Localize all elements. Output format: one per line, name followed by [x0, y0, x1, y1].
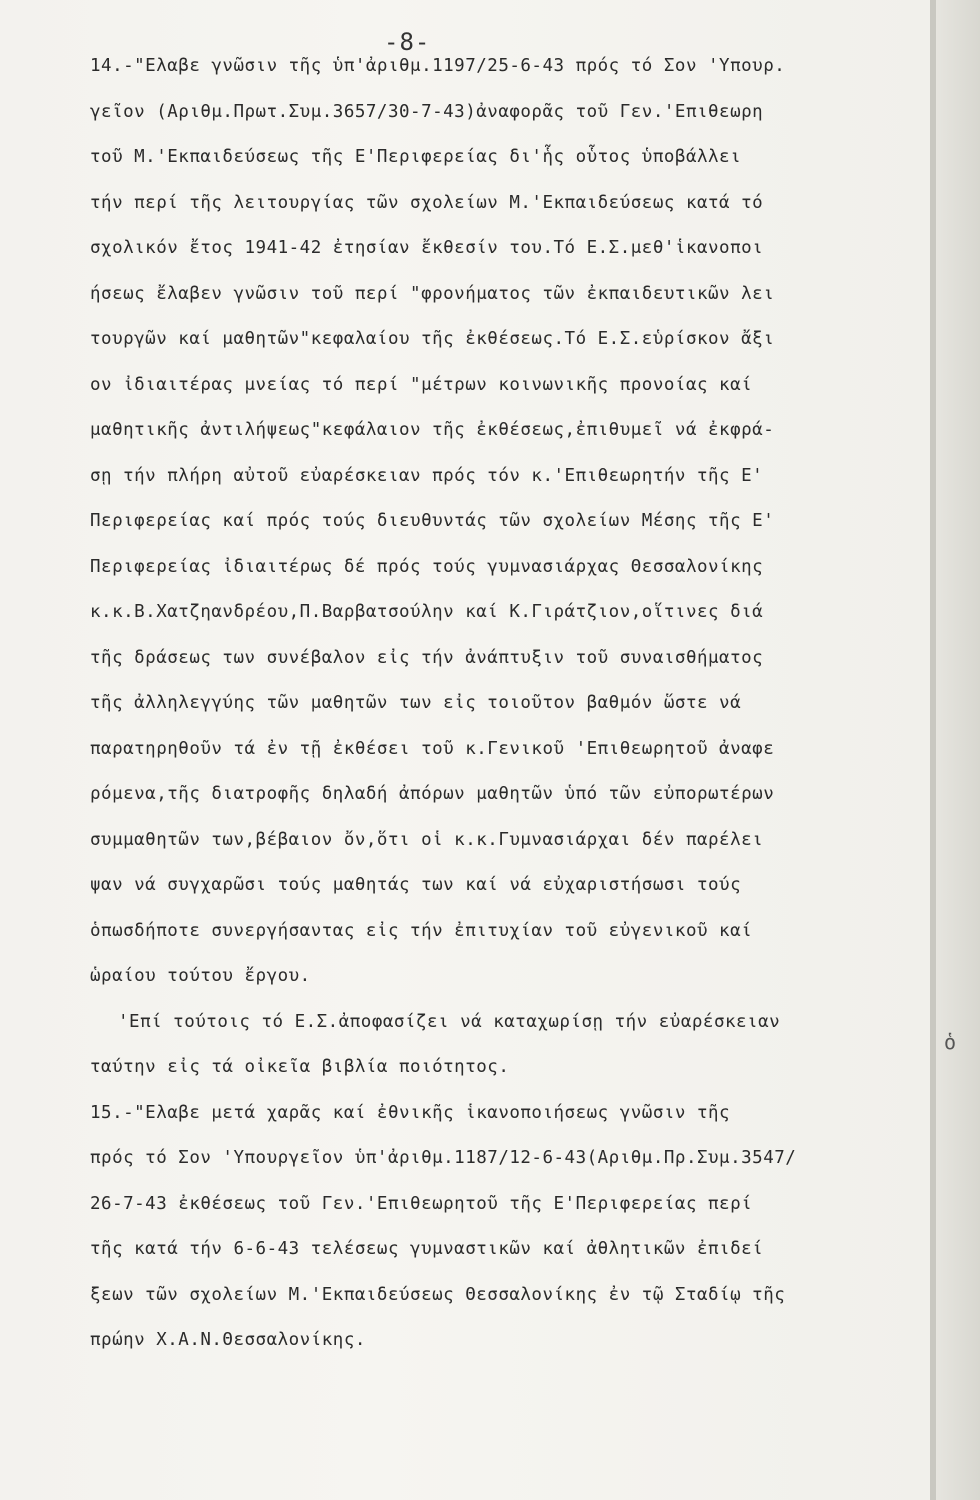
- text-line: 14.-"Ελαβε γνῶσιν τῆς ὑπ'ἀριθμ.1197/25-6-43 πρός τό Σον 'Υπουρ.: [90, 56, 786, 76]
- text-line: ψαν νά συγχαρῶσι τούς μαθητάς των καί νά εὐχαριστήσωσι τούς: [90, 875, 742, 895]
- text-line: τῆς ἀλληλεγγύης τῶν μαθητῶν των εἰς τοιοῦτον βαθμόν ὥστε νά: [90, 693, 742, 713]
- text-line: σῃ τήν πλήρη αὐτοῦ εὐαρέσκειαν πρός τόν κ.'Επιθεωρητήν τῆς Ε': [90, 465, 764, 486]
- text-line: ξεων τῶν σχολείων Μ.'Εκπαιδεύσεως Θεσσαλονίκης ἐν τῷ Σταδίῳ τῆς: [90, 1284, 786, 1305]
- text-line: γεῖον (Αριθμ.Πρωτ.Συμ.3657/30-7-43)ἀναφορᾶς τοῦ Γεν.'Επιθεωρη: [90, 101, 764, 122]
- text-line: πρός τό Σον 'Υπουργεῖον ὑπ'ἀριθμ.1187/12-6-43(Αριθμ.Πρ.Συμ.3547/: [90, 1148, 797, 1168]
- text-line: κ.κ.Β.Χατζηανδρέου,Π.Βαρβατσούλην καί Κ.Γιράτζιον,οἵτινες διά: [90, 602, 764, 622]
- text-line: τῆς δράσεως των συνέβαλον εἰς τήν ἀνάπτυξιν τοῦ συναισθήματος: [90, 647, 764, 668]
- text-line: 15.-"Ελαβε μετά χαρᾶς καί ἐθνικῆς ἱκανοποιήσεως γνῶσιν τῆς: [90, 1102, 731, 1123]
- text-line: 26-7-43 ἐκθέσεως τοῦ Γεν.'Επιθεωρητοῦ τῆς Ε'Περιφερείας περί: [90, 1193, 753, 1214]
- text-line: ὁπωσδήποτε συνεργήσαντας εἰς τήν ἐπιτυχίαν τοῦ εὐγενικοῦ καί: [90, 920, 753, 941]
- text-line: τήν περί τῆς λειτουργίας τῶν σχολείων Μ.'Εκπαιδεύσεως κατά τό: [90, 192, 764, 213]
- text-line: τοῦ Μ.'Εκπαιδεύσεως τῆς Ε'Περιφερείας δι'ἧς οὗτος ὑποβάλλει: [90, 147, 742, 167]
- text-line: πρώην Χ.Α.Ν.Θεσσαλονίκης.: [90, 1330, 366, 1350]
- text-line: μαθητικῆς ἀντιλήψεως"κεφάλαιον τῆς ἐκθέσεως,ἐπιθυμεῖ νά ἐκφρά-: [90, 420, 775, 440]
- text-line: ήσεως ἔλαβεν γνῶσιν τοῦ περί "φρονήματος τῶν ἐκπαιδευτικῶν λει: [90, 283, 775, 304]
- text-line: Περιφερείας καί πρός τούς διευθυντάς τῶν σχολείων Μέσης τῆς Ε': [90, 511, 775, 531]
- text-line: 'Επί τούτοις τό Ε.Σ.ἀποφασίζει νά καταχωρίσῃ τήν εὐαρέσκειαν: [118, 1011, 781, 1032]
- margin-mark: ὁ: [944, 1030, 957, 1054]
- text-line: συμμαθητῶν των,βέβαιον ὄν,ὅτι οἱ κ.κ.Γυμνασιάρχαι δέν παρέλει: [90, 829, 764, 850]
- text-line: σχολικόν ἔτος 1941-42 ἐτησίαν ἔκθεσίν του.Τό Ε.Σ.μεθ'ἱκανοποι: [90, 238, 764, 258]
- text-line: Περιφερείας ἰδιαιτέρως δέ πρός τούς γυμνασιάρχας Θεσσαλονίκης: [90, 556, 764, 577]
- text-line: τουργῶν καί μαθητῶν"κεφαλαίου τῆς ἐκθέσεως.Τό Ε.Σ.εὑρίσκον ἄξι: [90, 329, 775, 349]
- page-number: -8-: [384, 28, 431, 56]
- text-line: ταύτην εἰς τά οἰκεῖα βιβλία ποιότητος.: [90, 1057, 510, 1077]
- document-body: [90, 44, 910, 1364]
- text-line: ρόμενα,τῆς διατροφῆς δηλαδή ἀπόρων μαθητῶν ὑπό τῶν εὐπορωτέρων: [90, 784, 775, 804]
- next-page-edge: [936, 0, 980, 1500]
- text-line: ὡραίου τούτου ἔργου.: [90, 966, 311, 986]
- text-line: παρατηρηθοῦν τά ἐν τῇ ἐκθέσει τοῦ κ.Γενικοῦ 'Επιθεωρητοῦ ἀναφε: [90, 738, 775, 759]
- text-line: τῆς κατά τήν 6-6-43 τελέσεως γυμναστικῶν καί ἀθλητικῶν ἐπιδεί: [90, 1239, 764, 1259]
- text-line: ον ἰδιαιτέρας μνείας τό περί "μέτρων κοινωνικῆς προνοίας καί: [90, 374, 753, 395]
